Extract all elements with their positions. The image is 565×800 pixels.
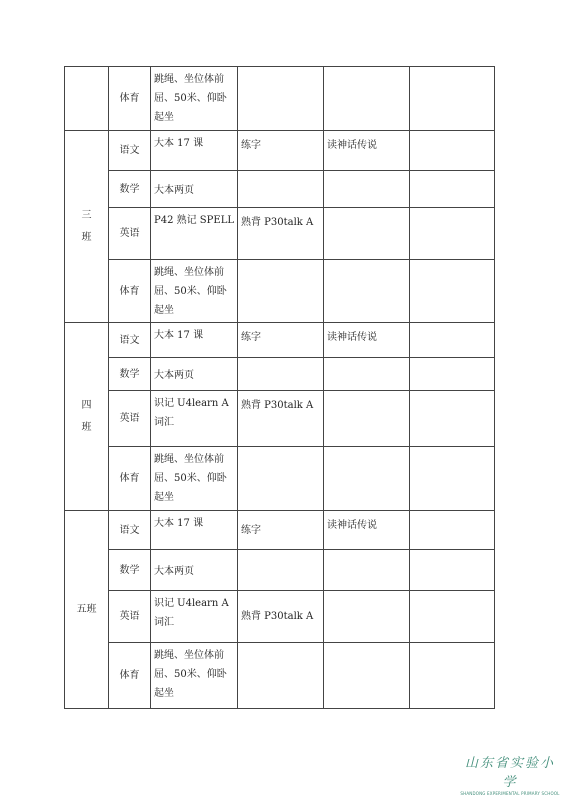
subject-cell: 体育 — [109, 643, 151, 709]
task-cell-2: 熟背 P30talk A — [238, 391, 324, 447]
task-cell-3: 读神话传说 — [324, 323, 410, 358]
task-cell-4 — [410, 391, 495, 447]
task-cell-3 — [324, 447, 410, 511]
task-cell-3 — [324, 260, 410, 323]
table-row — [65, 358, 495, 391]
homework-table-body — [65, 67, 495, 709]
table-row — [65, 171, 495, 208]
task-cell-2: 练字 — [238, 323, 324, 358]
task-cell-3 — [324, 643, 410, 709]
table-row — [65, 208, 495, 260]
task-cell-2 — [238, 550, 324, 591]
task-cell-2: 熟背 P30talk A — [238, 208, 324, 260]
task-cell-4 — [410, 131, 495, 171]
task-cell: 大本 17 课 — [151, 511, 238, 550]
school-name: 山东省实验小学 — [464, 756, 555, 790]
class-label-cell — [65, 131, 109, 323]
subject-cell: 数学 — [109, 171, 151, 208]
task-cell: 大本 17 课 — [151, 323, 238, 358]
task-cell-2: 练字 — [238, 511, 324, 550]
school-name-en: SHANDONG EXPERIMENTAL PRIMARY SCHOOL — [460, 791, 560, 796]
class-label: 三 班 — [81, 209, 92, 243]
table-row — [65, 591, 495, 643]
table-row — [65, 131, 495, 171]
task-cell-3: 读神话传说 — [324, 511, 410, 550]
task-cell: 识记 U4learn A 词汇 — [151, 591, 238, 643]
subject-cell: 体育 — [109, 67, 151, 131]
task-cell-4 — [410, 171, 495, 208]
task-cell: 跳绳、坐位体前屈、50米、仰卧起坐 — [151, 260, 238, 323]
school-logo — [458, 752, 562, 796]
task-cell-3 — [324, 358, 410, 391]
task-cell: 大本两页 — [151, 171, 238, 208]
task-cell: 大本两页 — [151, 550, 238, 591]
table-row — [65, 391, 495, 447]
subject-cell: 语文 — [109, 131, 151, 171]
task-cell: P42 熟记 SPELL — [151, 208, 238, 260]
table-row — [65, 511, 495, 550]
task-cell-4 — [410, 591, 495, 643]
task-cell: 识记 U4learn A 词汇 — [151, 391, 238, 447]
task-cell-2 — [238, 171, 324, 208]
task-cell-2 — [238, 67, 324, 131]
task-cell-4 — [410, 550, 495, 591]
subject-cell: 数学 — [109, 550, 151, 591]
subject-cell: 英语 — [109, 591, 151, 643]
task-cell-3 — [324, 550, 410, 591]
task-cell-3 — [324, 208, 410, 260]
task-cell-2 — [238, 447, 324, 511]
task-cell-3 — [324, 67, 410, 131]
table-row — [65, 550, 495, 591]
class-label-cell — [65, 323, 109, 511]
table-row — [65, 260, 495, 323]
task-cell-2 — [238, 358, 324, 391]
task-cell-4 — [410, 260, 495, 323]
subject-cell: 体育 — [109, 260, 151, 323]
task-cell-2 — [238, 260, 324, 323]
task-cell-2: 练字 — [238, 131, 324, 171]
table-row — [65, 643, 495, 709]
class-label-cell: 五班 — [65, 511, 109, 709]
task-cell: 大本两页 — [151, 358, 238, 391]
task-cell: 跳绳、坐位体前屈、50米、仰卧起坐 — [151, 67, 238, 131]
task-cell-3 — [324, 391, 410, 447]
class-label: 四 班 — [81, 399, 92, 433]
task-cell: 大本 17 课 — [151, 131, 238, 171]
subject-cell: 语文 — [109, 323, 151, 358]
task-cell-4 — [410, 447, 495, 511]
task-cell-4 — [410, 323, 495, 358]
task-cell-3 — [324, 171, 410, 208]
task-cell-4 — [410, 358, 495, 391]
table-row — [65, 447, 495, 511]
subject-cell: 英语 — [109, 391, 151, 447]
homework-table — [64, 66, 495, 709]
subject-cell: 英语 — [109, 208, 151, 260]
task-cell: 跳绳、坐位体前屈、50米、仰卧起坐 — [151, 643, 238, 709]
table-row — [65, 67, 495, 131]
subject-cell: 语文 — [109, 511, 151, 550]
task-cell-4 — [410, 643, 495, 709]
subject-cell: 体育 — [109, 447, 151, 511]
task-cell: 跳绳、坐位体前屈、50米、仰卧起坐 — [151, 447, 238, 511]
subject-cell: 数学 — [109, 358, 151, 391]
task-cell-3 — [324, 591, 410, 643]
task-cell-4 — [410, 67, 495, 131]
task-cell-3: 读神话传说 — [324, 131, 410, 171]
class-label-cell — [65, 67, 109, 131]
task-cell-2 — [238, 643, 324, 709]
task-cell-4 — [410, 208, 495, 260]
table-row — [65, 323, 495, 358]
task-cell-4 — [410, 511, 495, 550]
task-cell-2: 熟背 P30talk A — [238, 591, 324, 643]
